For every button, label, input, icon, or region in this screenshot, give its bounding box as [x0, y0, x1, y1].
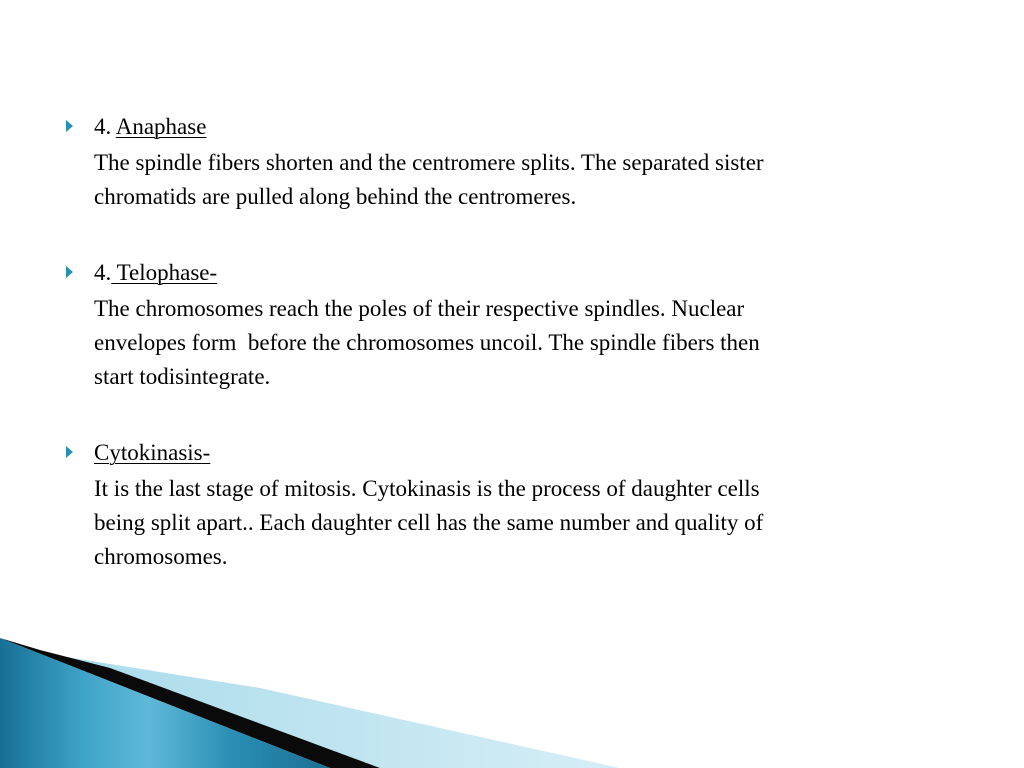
footer-wave-decoration [0, 638, 1024, 768]
section-title: Telophase- [111, 260, 218, 285]
section-body [66, 146, 946, 214]
body-line: being split apart.. Each daughter cell has the same number and quality of [94, 510, 764, 535]
body-line: chromosomes. [94, 544, 228, 569]
section-heading [66, 436, 946, 470]
slide-content [66, 110, 946, 616]
section-telophase [66, 256, 946, 394]
section-heading [66, 256, 946, 290]
body-line: start todisintegrate. [94, 364, 271, 389]
body-line: The chromosomes reach the poles of their respective spindles. Nuclear [94, 296, 745, 321]
section-title: Cytokinasis- [94, 440, 211, 465]
section-cytokinasis [66, 436, 946, 574]
section-heading [66, 110, 946, 144]
triangle-bullet-icon [66, 446, 73, 458]
section-body [66, 472, 946, 574]
section-anaphase [66, 110, 946, 214]
body-line: envelopes form before the chromosomes uncoil. The spindle fibers then [94, 330, 760, 355]
body-line: chromatids are pulled along behind the centromeres. [94, 184, 577, 209]
body-line: The spindle fibers shorten and the centromere splits. The separated sister [94, 150, 764, 175]
section-title: Anaphase [115, 114, 207, 139]
triangle-bullet-icon [66, 266, 73, 278]
section-body [66, 292, 946, 394]
section-number: 4. [94, 260, 112, 285]
section-number: 4. [94, 114, 116, 139]
triangle-bullet-icon [66, 120, 73, 132]
body-line: It is the last stage of mitosis. Cytokinasis is the process of daughter cells [94, 476, 760, 501]
